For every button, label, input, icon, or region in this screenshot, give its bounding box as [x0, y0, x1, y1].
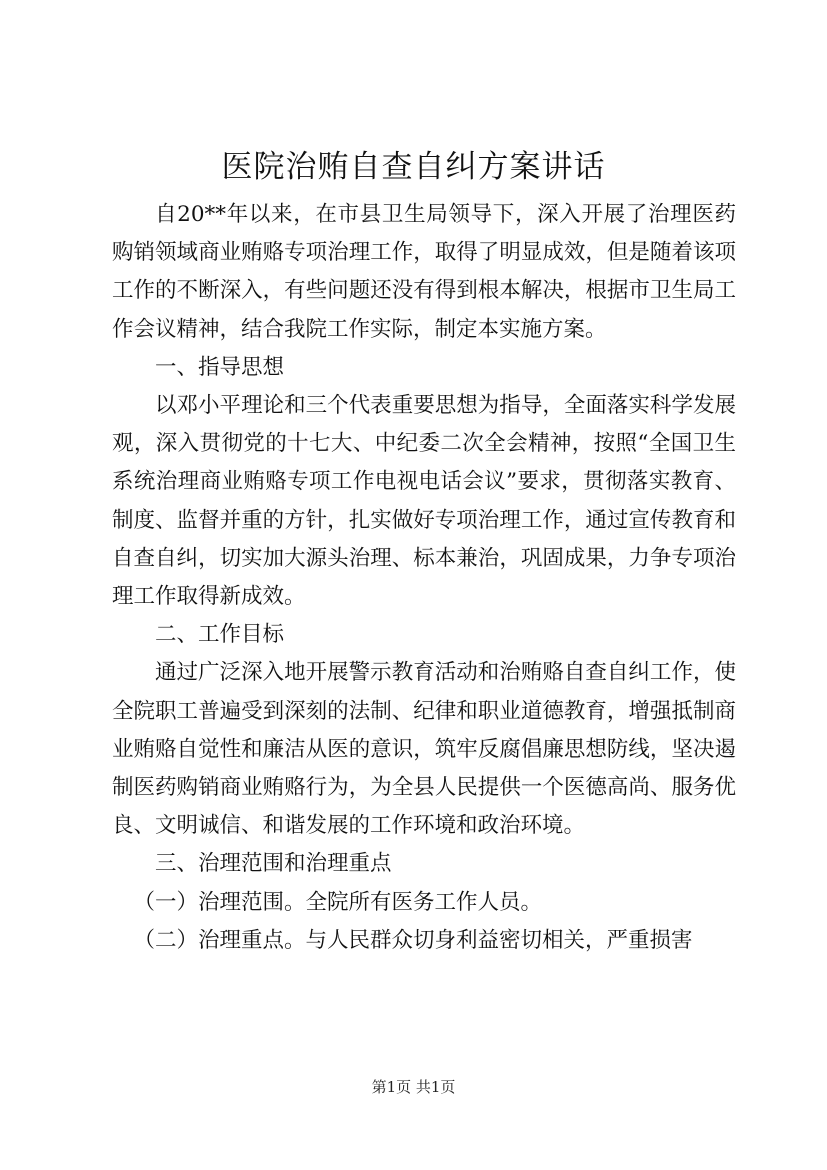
section-heading-scope-and-focus: 三、治理范围和治理重点	[155, 851, 392, 877]
work-goals-paragraph: 通过广泛深入地开展警示教育活动和治贿赂自查自纠工作，使全院职工普遍受到深刻的法制、纪律和职业道德教育，增强抵制商业贿赂自觉性和廉洁从医的意识，筑牢反腐倡廉思想防线，坚决遏制医药购销商业贿赂行为，为全县人民提供一个医德高尚、服务优良、文明诚信、和谐发展的工作环境和政治环境。	[112, 660, 736, 839]
section-heading-guiding-ideology: 一、指导思想	[155, 354, 285, 380]
focus-item: （二）治理重点。与人民群众切身利益密切相关，严重损害	[133, 927, 693, 953]
document-title: 医院治贿自查自纠方案讲话	[221, 149, 606, 185]
document-body	[112, 196, 736, 960]
section-heading-work-goals: 二、工作目标	[155, 622, 285, 648]
guiding-ideology-paragraph: 以邓小平理论和三个代表重要思想为指导，全面落实科学发展观，深入贯彻党的十七大、中纪委二次全会精神，按照“全国卫生系统治理商业贿赂专项工作电视电话会议”要求，贯彻落实教育、制度、监督并重的方针，扎实做好专项治理工作，通过宣传教育和自查自纠，切实加大源头治理、标本兼治，巩固成果，力争专项治理工作取得新成效。	[112, 393, 736, 610]
page-footer: 第1页 共1页	[371, 1078, 456, 1096]
scope-item: （一）治理范围。全院所有医务工作人员。	[133, 889, 543, 915]
intro-paragraph: 自20**年以来，在市县卫生局领导下，深入开展了治理医药购销领域商业贿赂专项治理工作，取得了明显成效，但是随着该项工作的不断深入，有些问题还没有得到根本解决，根据市卫生局工作会议精神，结合我院工作实际，制定本实施方案。	[112, 202, 736, 342]
